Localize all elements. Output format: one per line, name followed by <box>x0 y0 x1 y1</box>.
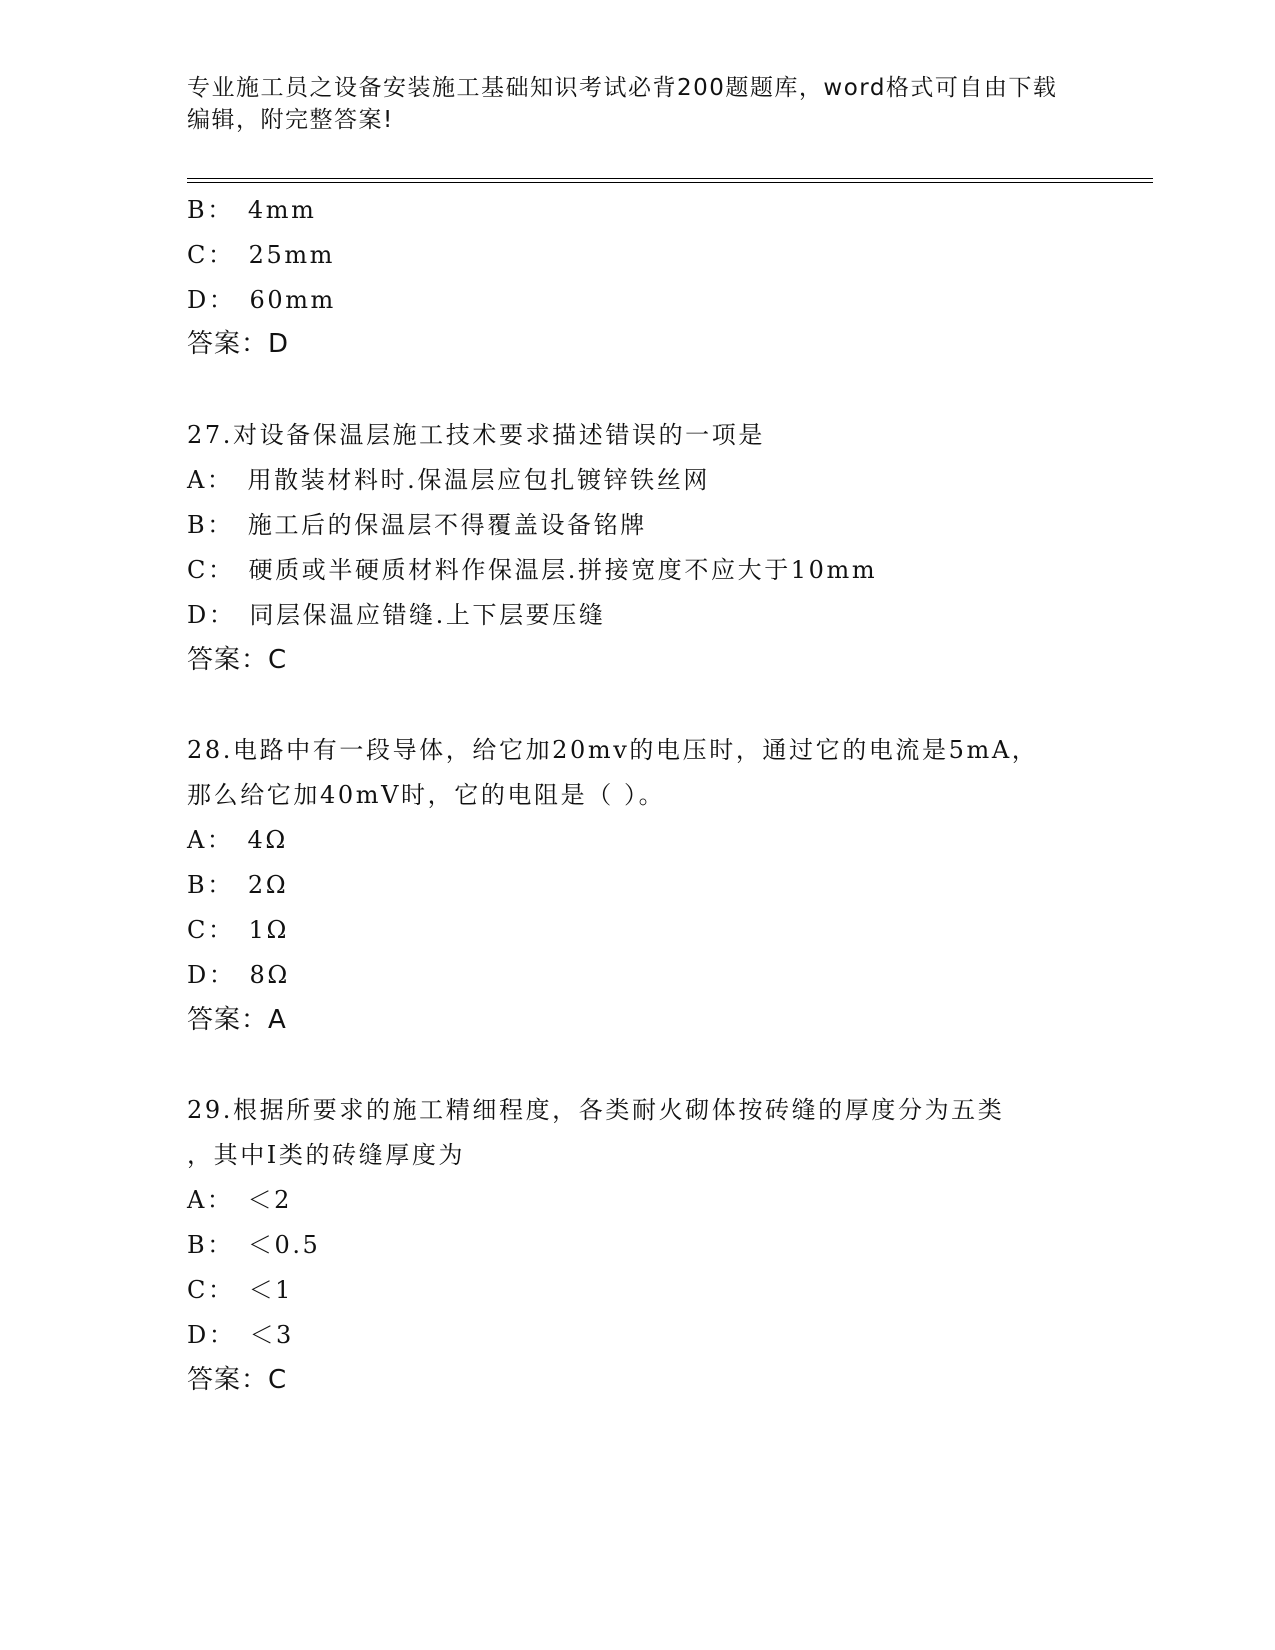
q28-stem-line-1: 28.电路中有一段导体，给它加20mv的电压时，通过它的电流是5mA， <box>187 736 1039 764</box>
option-label: B： <box>187 871 234 899</box>
option-label: B： <box>187 196 234 224</box>
q28-option-b <box>187 870 288 900</box>
option-label: A： <box>187 466 234 494</box>
option-label: C： <box>187 556 235 584</box>
q26-option-d <box>187 285 336 315</box>
header-line-1: 专业施工员之设备安装施工基础知识考试必背200题题库，word格式可自由下载 <box>187 75 1058 101</box>
option-label: C： <box>187 916 235 944</box>
option-label: C： <box>187 1276 235 1304</box>
q27-answer: 答案：C <box>187 645 288 675</box>
option-text: 4mm <box>247 196 317 224</box>
q29-option-a <box>187 1185 292 1215</box>
option-text: 4Ω <box>247 826 288 854</box>
q26-answer: 答案：D <box>187 329 290 359</box>
document-header <box>187 72 1087 136</box>
option-text: 用散装材料时.保温层应包扎镀锌铁丝网 <box>247 466 710 494</box>
option-text: 2Ω <box>247 871 289 899</box>
q26-option-b <box>187 195 316 225</box>
option-text: 同层保温应错缝.上下层要压缝 <box>249 601 606 629</box>
q29-stem-line-1: 29.根据所要求的施工精细程度，各类耐火砌体按砖缝的厚度分为五类 <box>187 1096 1005 1124</box>
option-label: C： <box>187 241 235 269</box>
option-text: ＜2 <box>247 1186 293 1214</box>
option-text: ＜3 <box>249 1321 294 1349</box>
option-label: D： <box>187 961 236 989</box>
q29-option-c <box>187 1275 293 1305</box>
q27-option-d <box>187 600 605 630</box>
q29-option-b <box>187 1230 320 1260</box>
option-text: 硬质或半硬质材料作保温层.拼接宽度不应大于10mm <box>248 556 878 584</box>
q28-answer: 答案：A <box>187 1005 287 1035</box>
option-label: A： <box>187 1186 234 1214</box>
q26-option-c <box>187 240 335 270</box>
option-label: A： <box>187 826 234 854</box>
header-line-2: 编辑，附完整答案! <box>187 107 394 133</box>
q27-option-b <box>187 510 647 540</box>
option-text: 1Ω <box>248 916 289 944</box>
q28-option-a <box>187 825 288 855</box>
q27-option-c <box>187 555 877 585</box>
option-label: D： <box>187 601 236 629</box>
option-text: ＜0.5 <box>247 1231 321 1259</box>
q28-option-d <box>187 960 290 990</box>
option-label: B： <box>187 511 234 539</box>
q28-option-c <box>187 915 289 945</box>
option-label: D： <box>187 1321 236 1349</box>
q28-stem-line-2: 那么给它加40mV时，它的电阻是（ ）。 <box>187 781 666 809</box>
option-text: 施工后的保温层不得覆盖设备铭牌 <box>247 511 647 539</box>
header-divider-bottom <box>187 182 1153 183</box>
option-text: 60mm <box>249 286 336 314</box>
q29-answer: 答案：C <box>187 1365 288 1395</box>
header-divider-top <box>187 178 1153 179</box>
option-text: 8Ω <box>249 961 290 989</box>
q29-option-d <box>187 1320 294 1350</box>
option-label: D： <box>187 286 236 314</box>
option-label: B： <box>187 1231 234 1259</box>
option-text: ＜1 <box>248 1276 294 1304</box>
q27-stem: 27.对设备保温层施工技术要求描述错误的一项是 <box>187 421 765 449</box>
q29-stem-line-2: ，其中I类的砖缝厚度为 <box>187 1141 466 1169</box>
option-text: 25mm <box>248 241 336 269</box>
q27-option-a <box>187 465 710 495</box>
